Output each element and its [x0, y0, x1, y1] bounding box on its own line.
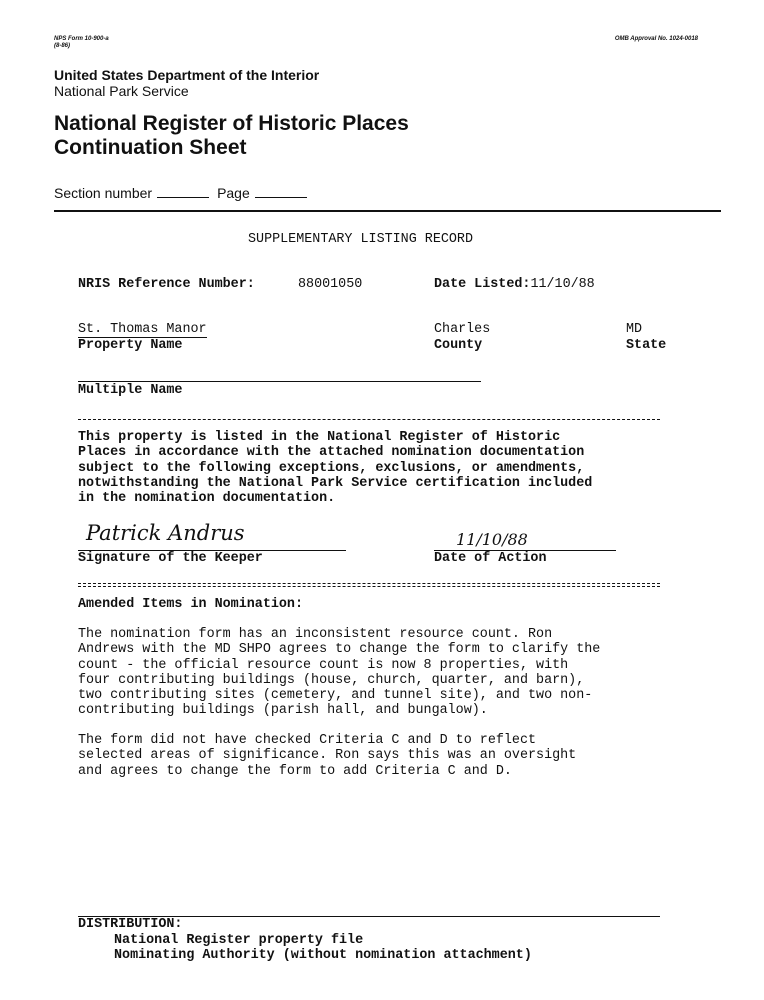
distribution-item: Nominating Authority (without nomination attachment): [114, 948, 532, 963]
state-value: MD: [626, 322, 643, 337]
signature-label: Signature of the Keeper: [78, 551, 263, 566]
header-rule: [54, 210, 721, 212]
form-title: National Register of Historic Places: [54, 112, 409, 135]
agency-name: National Park Service: [54, 83, 189, 99]
date-listed-label: Date Listed:: [434, 277, 531, 292]
omb-approval: OMB Approval No. 1024-0018: [614, 36, 698, 42]
form-subtitle: Continuation Sheet: [54, 136, 247, 159]
distribution-label: DISTRIBUTION:: [78, 917, 183, 932]
multiple-name-field: [78, 381, 481, 382]
dashed-divider: [78, 419, 660, 420]
multiple-name-label: Multiple Name: [78, 383, 183, 398]
state-label: State: [626, 338, 667, 353]
nris-label: NRIS Reference Number:: [78, 277, 255, 292]
amended-paragraph-1: The nomination form has an inconsistent resource count. Ron Andrews with the MD SHPO agrees to change the form to clarify the count - the official resource count is now 8 properties, with four contributing buildings (house, church, quarter, and barn), two contributing sites (cemetery, and tunnel site), and two non- contributing buildings (parish hall, and bungalow).: [78, 627, 601, 719]
distribution-item: National Register property file: [114, 933, 364, 948]
keeper-signature: Patrick Andrus: [86, 521, 245, 545]
department-name: United States Department of the Interior: [54, 67, 320, 83]
page-label: Page: [217, 185, 250, 201]
nris-value: 88001050: [298, 277, 363, 292]
page-field: [255, 196, 307, 198]
county-label: County: [434, 338, 483, 353]
section-page-row: [54, 185, 315, 201]
property-name-label: Property Name: [78, 338, 183, 353]
action-date-handwritten: 11/10/88: [456, 530, 528, 549]
date-listed-value: 11/10/88: [530, 277, 595, 292]
section-number-field: [157, 196, 209, 198]
listing-statement: This property is listed in the National Register of Historic Places in accordance with the attached nomination documentation subject to the following exceptions, exclusions, or amendments, notwithstanding the National Park Service certification included in the nomination documentation.: [78, 430, 593, 507]
amended-paragraph-2: The form did not have checked Criteria C and D to reflect selected areas of significance. Ron says this was an oversight and agrees to change the form to add Criteria C and D.: [78, 733, 577, 779]
amended-heading: Amended Items in Nomination:: [78, 597, 303, 612]
property-name-value: St. Thomas Manor: [78, 322, 207, 337]
double-dashed-divider: [78, 583, 660, 587]
date-of-action-label: Date of Action: [434, 551, 547, 566]
record-heading: SUPPLEMENTARY LISTING RECORD: [248, 232, 473, 247]
date-listed: [434, 277, 595, 292]
county-value: Charles: [434, 322, 491, 337]
section-number-label: Section number: [54, 185, 153, 201]
form-number: NPS Form 10-900-a: [54, 36, 109, 42]
form-date: (8-86): [54, 43, 71, 49]
